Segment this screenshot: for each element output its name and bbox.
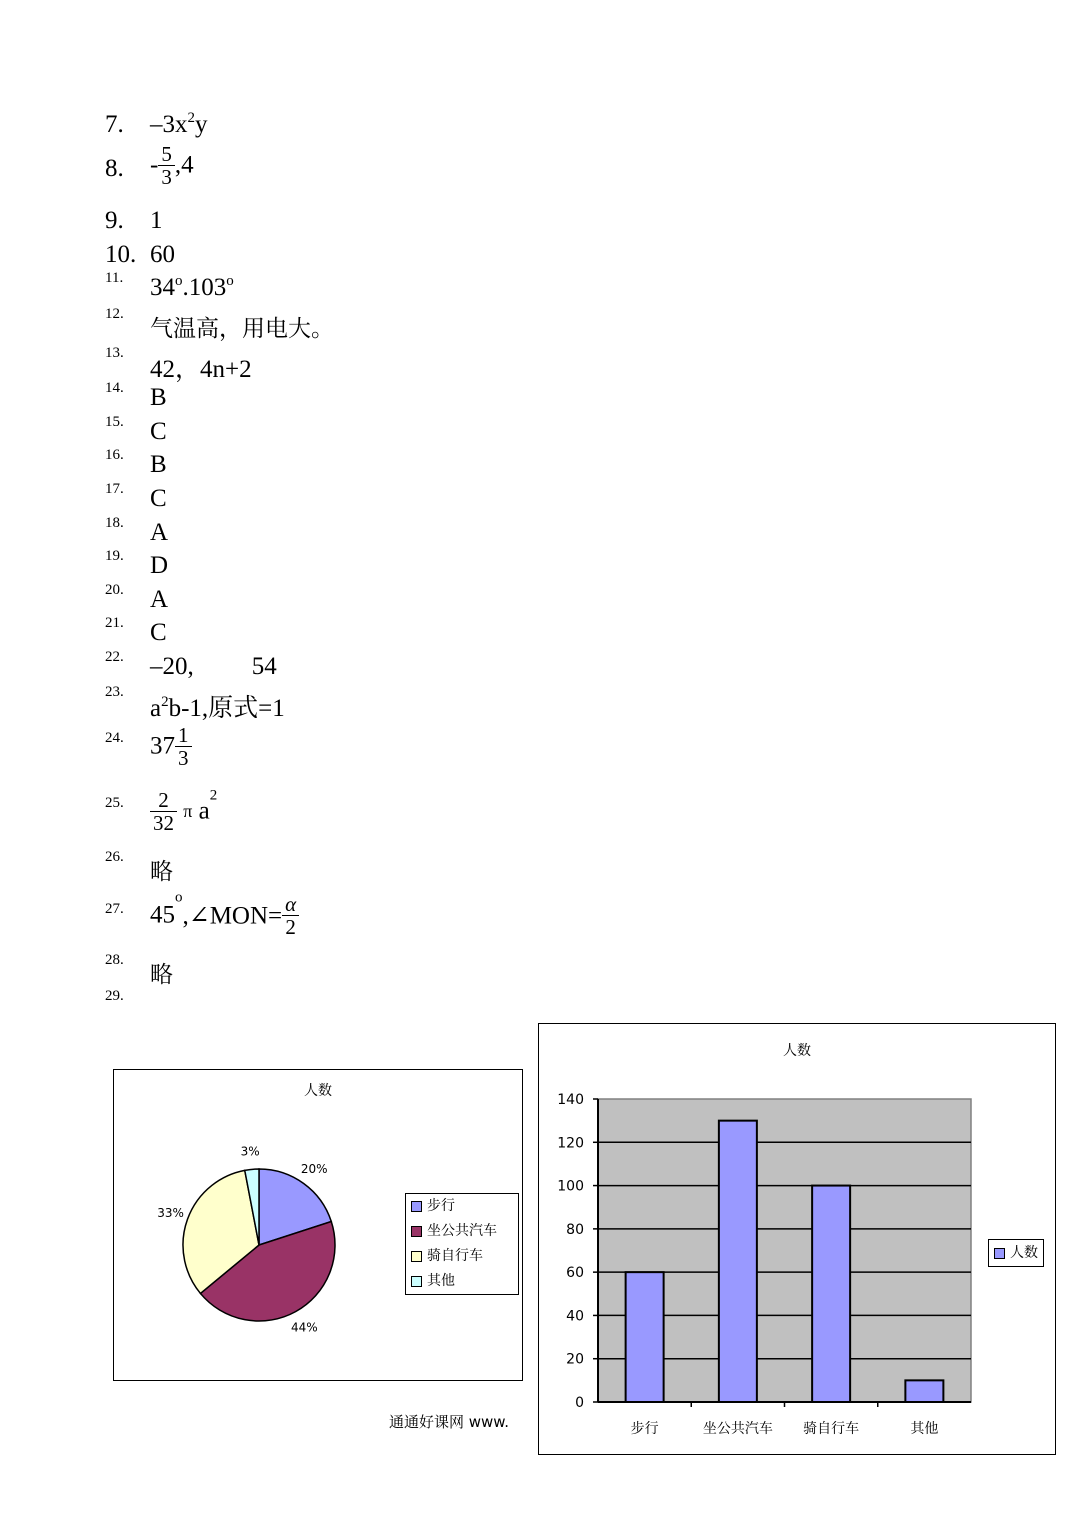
- answer-8: [105, 142, 705, 190]
- pie-chart-title: 人数: [304, 1083, 332, 1099]
- answer-number: 23.: [105, 684, 124, 700]
- answer-text: $a^2b-1$,原式=1: [150, 694, 285, 722]
- answer-12: [105, 306, 705, 344]
- answer-number: 18.: [105, 515, 124, 531]
- answer-24: [105, 723, 705, 771]
- answer-26: [105, 849, 705, 887]
- fraction: $\frac{\alpha}{2}$: [282, 893, 299, 938]
- answer-text: 34$^o$.103$^o$: [150, 273, 234, 301]
- answer-text: 略: [150, 962, 173, 988]
- legend-swatch: [411, 1276, 422, 1287]
- answer-text: A: [150, 519, 169, 546]
- answer-25: [105, 787, 705, 836]
- y-tick-label: 40: [566, 1308, 584, 1325]
- answer-17: [105, 481, 705, 519]
- x-tick-label: 骑自行车: [803, 1421, 860, 1437]
- pie-slice-label: 44%: [290, 1320, 318, 1335]
- answer-number: 11.: [105, 270, 124, 286]
- answer-9: [105, 207, 705, 241]
- pie-chart-legend: [405, 1193, 519, 1295]
- answer-number: 24.: [105, 730, 124, 746]
- answer-number: 27.: [105, 901, 124, 917]
- x-tick-label: 坐公共汽车: [702, 1421, 773, 1437]
- bar: [719, 1121, 757, 1402]
- answer-18: [105, 515, 705, 553]
- answer-text: 1: [150, 207, 163, 234]
- answer-22: [105, 649, 705, 687]
- answer-13: [105, 345, 705, 383]
- y-tick-label: 60: [566, 1265, 584, 1282]
- fraction: $\frac{5}{3}$: [158, 143, 175, 188]
- answer-11: [105, 270, 705, 308]
- pie-slice-label: 33%: [157, 1206, 184, 1221]
- answer-21: [105, 615, 705, 653]
- answer-text: B: [150, 451, 167, 478]
- footer-watermark: 通通好课网 www.: [389, 1413, 509, 1431]
- legend-swatch: [994, 1248, 1005, 1259]
- pie-slice-label: 3%: [240, 1144, 260, 1159]
- answer-text: 42，4n+2: [150, 356, 252, 383]
- bar-chart-legend: [988, 1239, 1044, 1267]
- answer-20: [105, 582, 705, 620]
- answer-text: 37 $\frac{1}{3}$: [150, 724, 192, 769]
- answer-text: $-3x^2y$: [150, 110, 208, 138]
- pie-chart-plot: [114, 1100, 404, 1380]
- y-tick-label: 100: [557, 1178, 584, 1195]
- answer-number: 25.: [105, 795, 124, 811]
- answer-text: C: [150, 485, 167, 512]
- answer-10: [105, 241, 705, 275]
- answer-28: [105, 952, 705, 990]
- answer-text: - $\frac{5}{3}$ ,4: [150, 142, 194, 190]
- answer-text: A: [150, 586, 169, 613]
- legend-item-other: 其他: [406, 1269, 518, 1294]
- bar: [626, 1272, 664, 1402]
- answer-text: C: [150, 418, 167, 445]
- answer-number: 14.: [105, 380, 124, 396]
- legend-item-bus: 坐公共汽车: [406, 1219, 518, 1244]
- y-tick-label: 0: [575, 1395, 584, 1411]
- x-tick-label: 其他: [910, 1421, 939, 1437]
- y-tick-label: 20: [566, 1351, 584, 1368]
- answer-number: 16.: [105, 447, 124, 463]
- answer-text: $45^o,\angle MON=$ $\frac{\alpha}{2}$: [150, 893, 299, 938]
- answer-number: 15.: [105, 414, 124, 430]
- answer-19: [105, 548, 705, 586]
- answer-text: –20, 54: [150, 653, 277, 680]
- fraction: $\frac{2}{32}$: [150, 789, 177, 834]
- answer-14: [105, 380, 705, 418]
- answer-number: 17.: [105, 481, 124, 497]
- legend-swatch: [411, 1251, 422, 1262]
- answer-23: [105, 684, 705, 722]
- y-tick-label: 120: [557, 1135, 584, 1152]
- answer-number: 20.: [105, 582, 124, 598]
- answer-number: 10.: [105, 241, 137, 268]
- pie-slice-label: 20%: [300, 1161, 328, 1176]
- x-tick-label: 步行: [630, 1421, 659, 1437]
- answer-27: [105, 889, 705, 940]
- bar-chart-title: 人数: [783, 1043, 811, 1059]
- answer-text: $\frac{2}{32}$ π $a^2$: [150, 789, 217, 834]
- answer-text: 略: [150, 859, 173, 885]
- answer-text: B: [150, 384, 167, 411]
- answer-15: [105, 414, 705, 452]
- legend-swatch: [411, 1226, 422, 1237]
- answer-text: 气温高，用电大。: [150, 316, 334, 342]
- y-tick-label: 140: [557, 1092, 584, 1108]
- fraction: $\frac{1}{3}$: [175, 724, 192, 769]
- legend-swatch: [411, 1201, 422, 1212]
- answer-number: 19.: [105, 548, 124, 564]
- bar: [905, 1380, 943, 1402]
- answer-number: 21.: [105, 615, 124, 631]
- bar-chart: [538, 1023, 1056, 1455]
- answer-16: [105, 447, 705, 485]
- answer-29: [105, 988, 705, 1026]
- legend-item-bike: 骑自行车: [406, 1244, 518, 1269]
- answer-number: 26.: [105, 849, 124, 865]
- answer-number: 7.: [105, 111, 124, 138]
- bar-chart-plot: [539, 1024, 984, 1444]
- answer-7: [105, 111, 705, 145]
- legend-item-walk: 步行: [406, 1194, 518, 1219]
- answer-number: 9.: [105, 207, 124, 234]
- pie-chart: [113, 1069, 523, 1381]
- answer-text: D: [150, 552, 169, 579]
- answer-number: 8.: [105, 155, 124, 182]
- answer-text: 60: [150, 241, 175, 268]
- legend-item-people: 人数: [989, 1242, 1043, 1264]
- y-tick-label: 80: [566, 1221, 584, 1238]
- answer-number: 28.: [105, 952, 124, 968]
- answer-number: 13.: [105, 345, 124, 361]
- bar: [812, 1186, 850, 1402]
- answer-number: 12.: [105, 306, 124, 322]
- answer-text: C: [150, 619, 167, 646]
- answer-number: 22.: [105, 649, 124, 665]
- answer-number: 29.: [105, 988, 124, 1004]
